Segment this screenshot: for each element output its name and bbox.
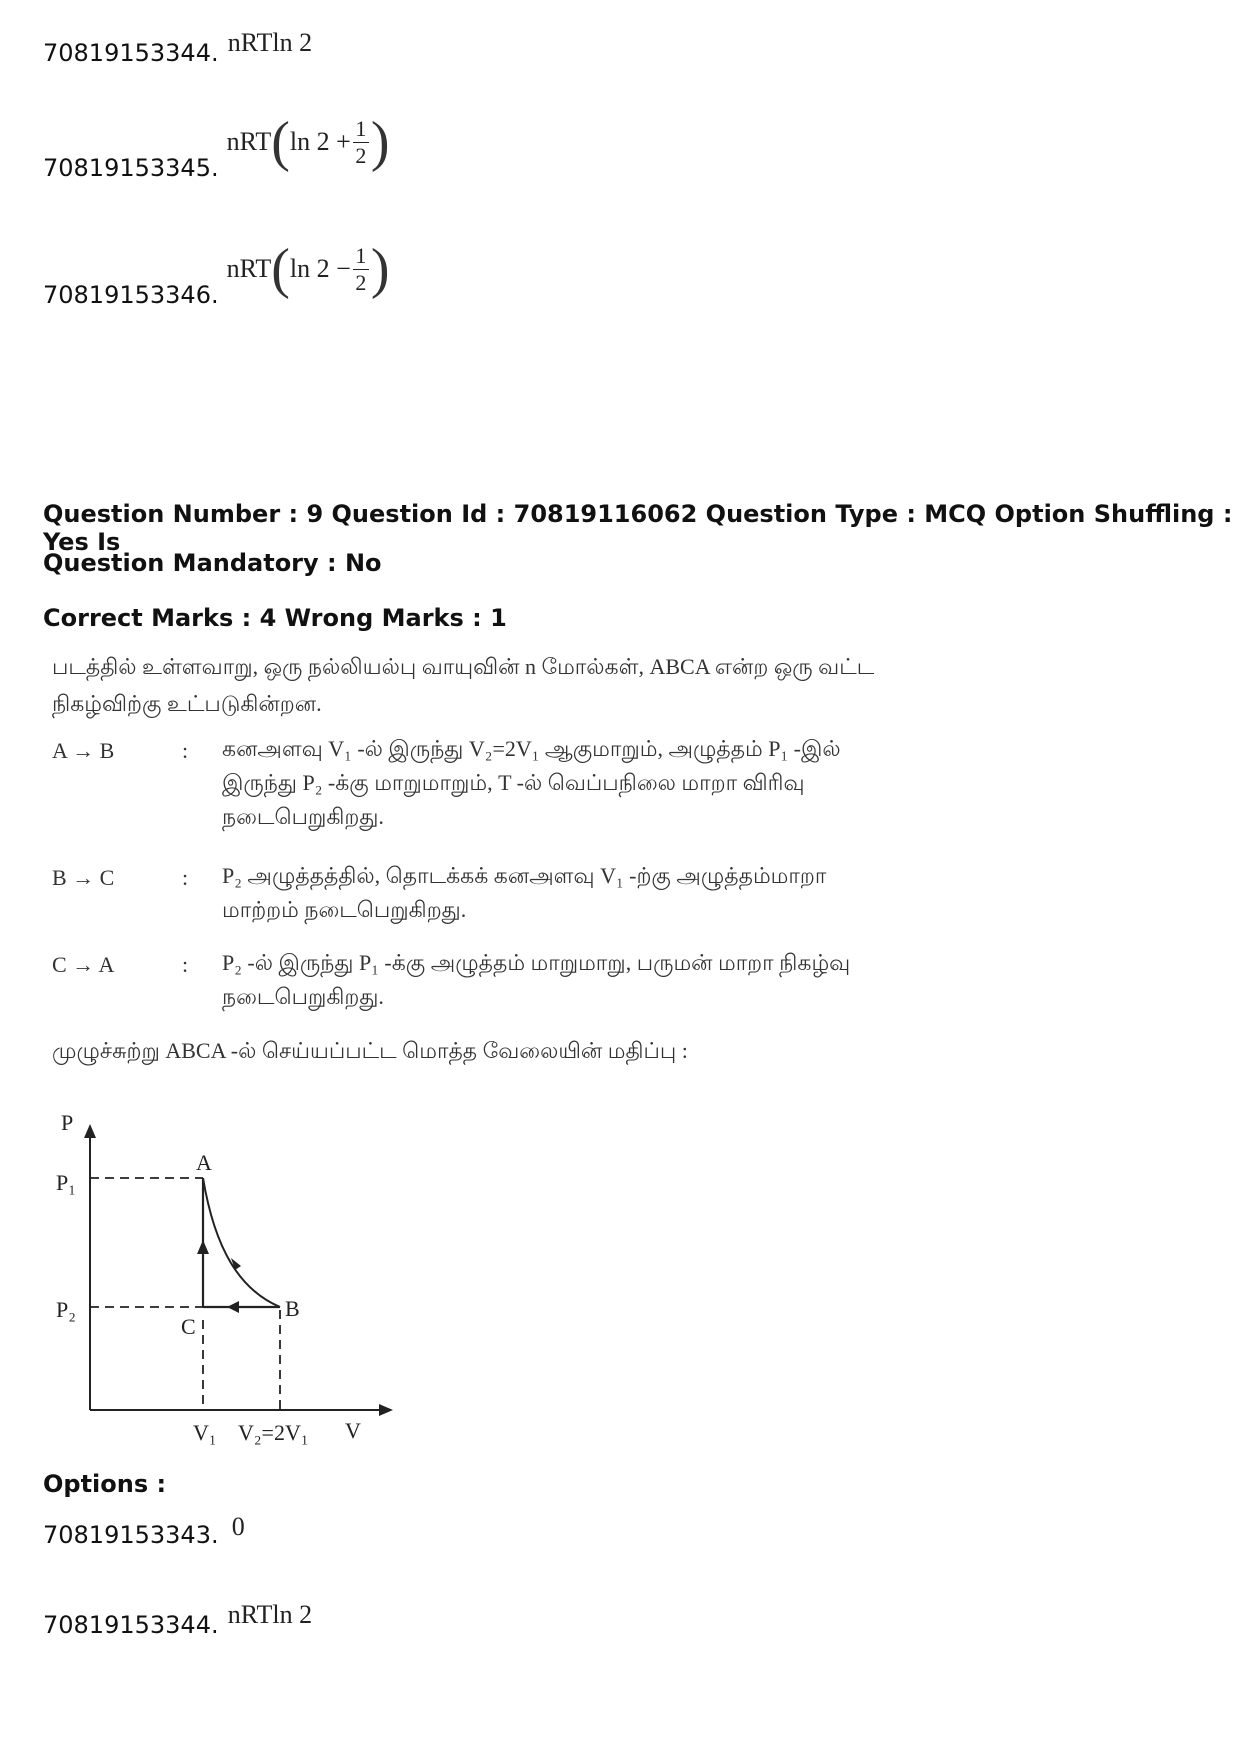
paren-close: ) — [370, 111, 390, 173]
step-colon: : — [182, 952, 189, 977]
question-intro — [52, 654, 952, 720]
intro-line: நிகழ்விற்கு உட்படுகின்றன. — [52, 691, 322, 716]
option-expression: nRTln 2 — [227, 1600, 313, 1629]
fraction-numerator: 1 — [355, 242, 367, 268]
step-label: C → A — [52, 952, 115, 977]
ca-arrow — [197, 1240, 209, 1254]
step-label: A → B — [52, 738, 115, 763]
question-final-line: முழுச்சுற்று ABCA -ல் செய்யப்பட்ட மொத்த வேலையின் மதிப்பு : — [52, 1038, 688, 1063]
fraction-denominator: 2 — [355, 142, 367, 168]
expr-inner: ln 2 − — [289, 254, 351, 283]
fraction — [353, 242, 369, 295]
fraction-denominator: 2 — [355, 269, 367, 295]
point-b-label: B — [285, 1296, 300, 1321]
process-step — [52, 738, 952, 834]
expr-prefix: nRT — [226, 127, 272, 156]
step-line: இருந்து P₂ -க்கு மாறுமாறும், T -ல் வெப்பநிலை மாறா விரிவு — [222, 770, 805, 795]
step-line: நடைபெறுகிறது. — [222, 984, 384, 1009]
step-colon: : — [182, 738, 189, 763]
pv-diagram — [55, 1110, 415, 1450]
step-line: கனஅளவு V₁ -ல் இருந்து V₂=2V₁ ஆகுமாறும், அழுத்தம் P₁ -இல் — [222, 736, 841, 761]
option-id: 70819153344. — [43, 39, 219, 67]
question-header-line1: Question Number : 9 Question Id : 70819116062 Question Type : MCQ Option Shuffling : Yes Is — [43, 500, 1233, 556]
option-expression: nRTln 2 — [227, 28, 313, 57]
option-row[interactable] — [43, 1512, 245, 1550]
option-expression: 0 — [231, 1512, 245, 1541]
process-step — [52, 865, 952, 927]
step-label: B → C — [52, 865, 115, 890]
step-colon: : — [182, 865, 189, 890]
option-id: 70819153344. — [43, 1611, 219, 1639]
expr-inner: ln 2 + — [289, 127, 351, 156]
v1-label: V₁ — [193, 1420, 217, 1445]
step-line: P₂ -ல் இருந்து P₁ -க்கு அழுத்தம் மாறுமாறு, பருமன் மாறா நிகழ்வு — [222, 950, 851, 975]
intro-line: படத்தில் உள்ளவாறு, ஒரு நல்லியல்பு வாயுவின் n மோல்கள், ABCA என்ற ஒரு வட்ட — [52, 654, 875, 679]
p-axis-arrow — [84, 1124, 96, 1138]
options-heading: Options : — [43, 1470, 167, 1498]
p1-label: P₁ — [56, 1170, 76, 1195]
paren-open: ( — [271, 238, 290, 300]
axis-p-label: P — [61, 1110, 74, 1135]
option-expression — [226, 238, 390, 300]
v2-label: V₂=2V₁ — [238, 1420, 309, 1445]
point-a-label: A — [196, 1150, 212, 1175]
option-expression — [226, 111, 390, 173]
option-id: 70819153346. — [43, 281, 219, 309]
process-step — [52, 952, 952, 1014]
option-row — [43, 238, 390, 311]
option-row[interactable] — [43, 1600, 313, 1640]
fraction-numerator: 1 — [355, 115, 367, 141]
isothermal-curve-ab — [203, 1178, 280, 1307]
step-line: நடைபெறுகிறது. — [222, 804, 384, 829]
option-row — [43, 28, 313, 68]
fraction — [353, 115, 369, 168]
paren-open: ( — [271, 111, 290, 173]
axis-v-label: V — [345, 1418, 361, 1443]
question-marks: Correct Marks : 4 Wrong Marks : 1 — [43, 604, 507, 632]
step-line: P₂ அழுத்தத்தில், தொடக்கக் கனஅளவு V₁ -ற்கு அழுத்தம்மாறா — [222, 863, 827, 888]
option-id: 70819153345. — [43, 154, 219, 182]
paren-close: ) — [370, 238, 390, 300]
step-line: மாற்றம் நடைபெறுகிறது. — [222, 897, 467, 922]
p2-label: P₂ — [56, 1297, 76, 1322]
point-c-label: C — [181, 1314, 196, 1339]
option-row — [43, 111, 390, 184]
option-id: 70819153343. — [43, 1521, 219, 1549]
v-axis-arrow — [379, 1404, 393, 1416]
question-header-line2: Question Mandatory : No — [43, 549, 382, 577]
expr-prefix: nRT — [226, 254, 272, 283]
bc-arrow — [227, 1301, 239, 1313]
